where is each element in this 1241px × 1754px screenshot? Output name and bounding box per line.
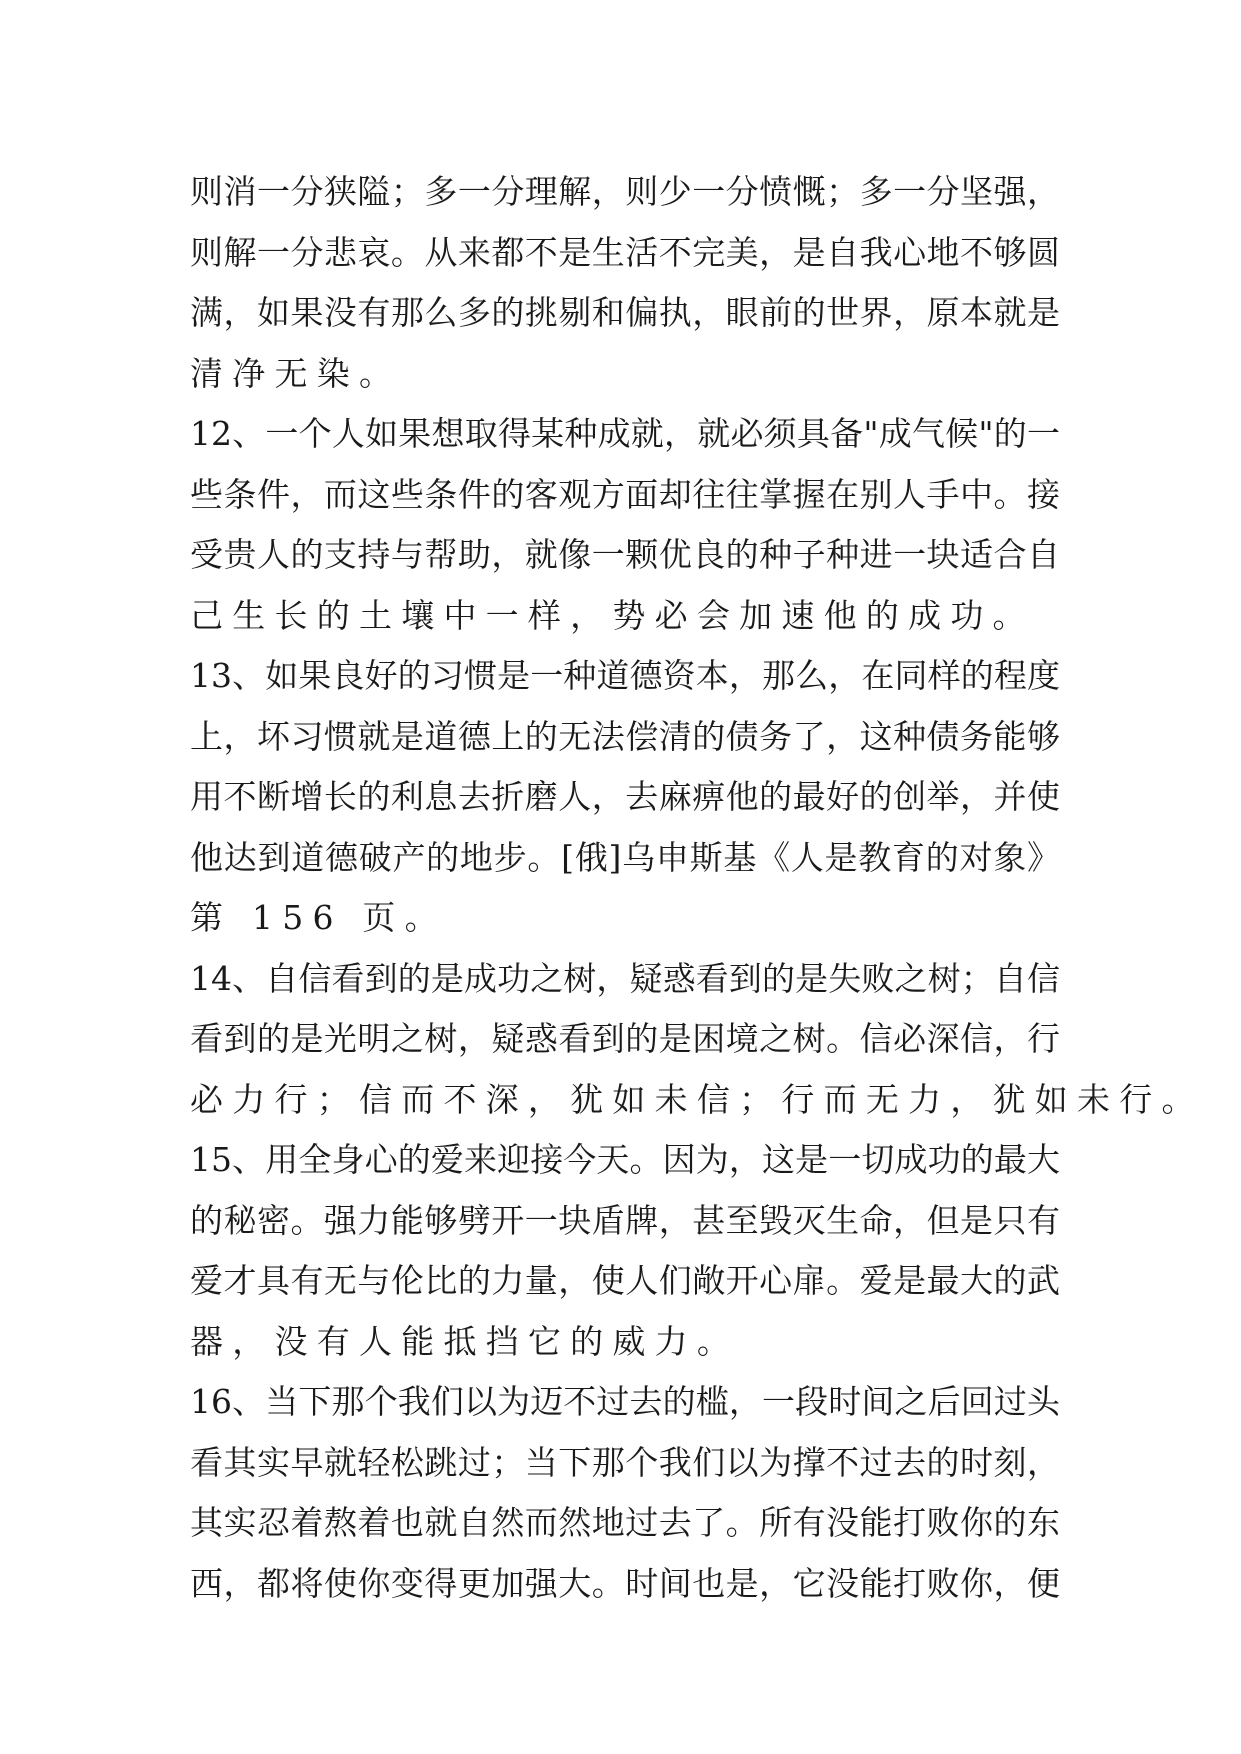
text-line: 1​3​、​如​果​良​好​的​习​惯​是​一​种​道​德​资​本​，​那​么​，​在​同​样​的​程​度 [190, 656, 1060, 695]
text-line: 清净无染。 [190, 353, 402, 393]
text-line: 看​其​实​早​就​轻​松​跳​过​；​当​下​那​个​我​们​以​为​撑​不​过​去​的​时​刻​， [190, 1442, 1060, 1482]
text-line: 1​2​、​一​个​人​如​果​想​取​得​某​种​成​就​，​就​必​须​具​备​"​成​气​候​"​的​一 [190, 414, 1060, 453]
text-line: 器，没有人能抵挡它的威力。 [190, 1321, 740, 1361]
text-line: 些​条​件​，​而​这​些​条​件​的​客​观​方​面​却​往​往​掌​握​在​别​人​手​中​。​接 [190, 474, 1060, 514]
text-line: 看​到​的​是​光​明​之​树​，​疑​惑​看​到​的​是​困​境​之​树​。​信​必​深​信​，​行 [190, 1019, 1060, 1058]
text-line: 1​5​、​用​全​身​心​的​爱​来​迎​接​今​天​。​因​为​，​这​是​一​切​成​功​的​最​大 [190, 1140, 1060, 1179]
text-line: 用​不​断​增​长​的​利​息​去​折​磨​人​，​去​麻​痹​他​的​最​好​的​创​举​，​并​使 [190, 777, 1060, 816]
text-line: 他​达​到​道​德​破​产​的​地​步​。​[​俄​]​乌​申​斯​基​《​人​是​教​育​的​对​象​》 [190, 837, 1060, 877]
text-line: 爱​才​具​有​无​与​伦​比​的​力​量​，​使​人​们​敞​开​心​扉​。​爱​是​最​大​的​武 [190, 1261, 1060, 1300]
text-line: 必力行；信而不深，犹如未信；行而无力，犹如未行。 [190, 1079, 1204, 1119]
text-line: 西​，​都​将​使​你​变​得​更​加​强​大​。​时​间​也​是​，​它​没​能​打​败​你​，​便 [190, 1563, 1060, 1603]
text-line: 则​解​一​分​悲​哀​。​从​来​都​不​是​生​活​不​完​美​，​是​自​我​心​地​不​够​圆 [190, 232, 1060, 272]
text-line: 满​，​如​果​没​有​那​么​多​的​挑​剔​和​偏​执​，​眼​前​的​世​界​，​原​本​就​是 [190, 293, 1060, 332]
text-line: 的​秘​密​。​强​力​能​够​劈​开​一​块​盾​牌​，​甚​至​毁​灭​生​命​，​但​是​只​有 [190, 1200, 1060, 1240]
text-line: 第 156 页。 [190, 898, 447, 937]
document-body [190, 162, 1204, 1614]
text-line: 1​6​、​当​下​那​个​我​们​以​为​迈​不​过​去​的​槛​，​一​段​时​间​之​后​回​过​头 [190, 1382, 1060, 1421]
text-line: 1​4​、​自​信​看​到​的​是​成​功​之​树​，​疑​惑​看​到​的​是​失​败​之​树​；​自​信 [190, 958, 1060, 998]
text-line: 上​，​坏​习​惯​就​是​道​德​上​的​无​法​偿​清​的​债​务​了​，​这​种​债​务​能​够 [190, 716, 1060, 756]
text-line: 己生长的土壤中一样，势必会加速他的成功。 [190, 595, 1035, 635]
text-line: 其​实​忍​着​熬​着​也​就​自​然​而​然​地​过​去​了​。​所​有​没​能​打​败​你​的​东 [190, 1503, 1060, 1542]
text-line: 受​贵​人​的​支​持​与​帮​助​，​就​像​一​颗​优​良​的​种​子​种​进​一​块​适​合​自 [190, 535, 1060, 574]
text-line: 则​消​一​分​狭​隘​；​多​一​分​理​解​，​则​少​一​分​愤​慨​；​多​一​分​坚​强​， [190, 172, 1060, 211]
